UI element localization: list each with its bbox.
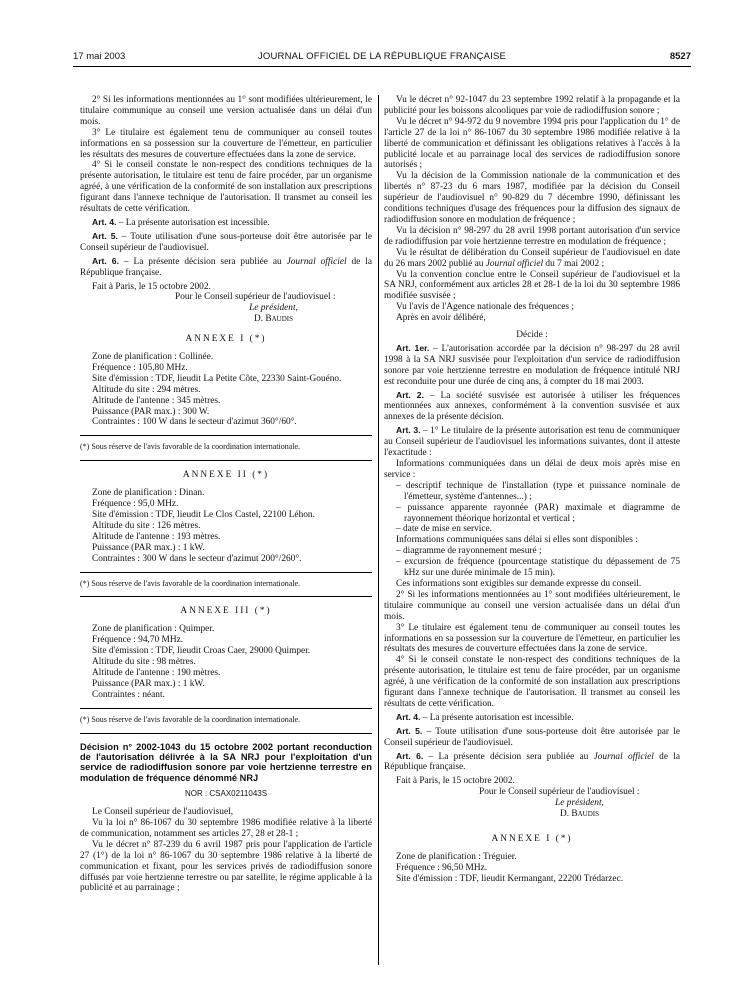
article-label: Art. 2. bbox=[396, 389, 424, 400]
article-2: Art. 2. – La société susvisée est autorisée à utiliser les fréquences mentionnées aux annexes, conformément à la convention susvisée et aux annexes de la présente décision. bbox=[384, 389, 680, 423]
annex-line: Fréquence : 96,50 MHz. bbox=[396, 862, 488, 873]
annex-line: Altitude du site : 98 mètres. bbox=[92, 657, 196, 668]
column-separator bbox=[378, 95, 379, 965]
list-item: – diagramme de rayonnement mesuré ; bbox=[396, 546, 542, 557]
annex-title: ANNEXE I (*) bbox=[185, 334, 267, 345]
page-header bbox=[73, 51, 691, 65]
article-3: Art. 3. – 1° Le titulaire de la présente autorisation est tenu de communiquer au Conseil supérieur de l'audiovisuel les informations suivantes, dont il atteste l'exactitude : bbox=[384, 425, 680, 459]
footnote: (*) Sous réserve de l'avis favorable de la coordination internationale. bbox=[80, 714, 301, 724]
paragraph: Vu la décision de la Commission nationale de la communication et des libertés n° 87-23 du 6 mars 1987, modifiée par la décision du Conseil supérieur de l'audiovisuel n° 90-829 du 7 décembre 1990, définissant les conditions techniques d'usage des fréquences pour la diffusion des signaux de radiodiffusion sonore en modulation de fréquence ; bbox=[384, 171, 680, 225]
list-item: – date de mise en service. bbox=[396, 524, 492, 535]
annex-line: Altitude de l'antenne : 193 mètres. bbox=[92, 531, 221, 542]
signature-line: Pour le Conseil supérieur de l'audiovisuel : bbox=[479, 787, 640, 798]
article-1: Art. 1er. – L'autorisation accordée par la décision n° 98-297 du 28 avril 1998 à la SA NRJ susvisée pour l'exploitation d'un service de radiodiffusion sonore par voie hertzienne terrestre en modulation de fréquence intitulé NRJ est reconduite pour une durée de cinq ans, à compter du 18 mai 2003. bbox=[384, 342, 680, 387]
paragraph: 2° Si les informations mentionnées au 1° sont modifiées ultérieurement, le titulaire communique au conseil une version actualisée dans un délai d'un mois. bbox=[80, 95, 372, 127]
annex-line: Altitude de l'antenne : 190 mètres. bbox=[92, 667, 221, 678]
date-line: Fait à Paris, le 15 octobre 2002. bbox=[396, 776, 515, 787]
annex-line: Puissance (PAR max.) : 1 kW. bbox=[92, 678, 205, 689]
paragraph: Vu l'avis de l'Agence nationale des fréquences ; bbox=[396, 302, 574, 313]
signature-name: D. Baudis bbox=[253, 314, 294, 325]
decision-title: Décision n° 2002-1043 du 15 octobre 2002 portant reconduction de l'autorisation délivrée à la SA NRJ pour l'exploitation d'un service de radiodiffusion sonore par voie hertzienne terrestre en modulation de fréquence dénommé NRJ bbox=[80, 741, 372, 783]
divider bbox=[80, 596, 372, 597]
annex-line: Site d'émission : TDF, lieudit Le Clos Castel, 22100 Léhon. bbox=[92, 510, 315, 520]
article-5: Art. 5. – Toute utilisation d'une sous-porteuse doit être autorisée par le Conseil supérieur de l'audiovisuel. bbox=[384, 725, 681, 748]
article-6 bbox=[80, 256, 372, 279]
annex-line: Zone de planification : Tréguier. bbox=[396, 851, 517, 862]
paragraph: 4° Si le conseil constate le non-respect des conditions techniques de la présente autorisation, le titulaire est tenu de faire procéder, par un organisme agréé, à une vérification de la conformité de son installation aux prescriptions figurant dans l'annexe technique de l'autorisation. Il transmet au conseil les résultats de cette vérification. bbox=[80, 160, 372, 215]
header-date: 17 mai 2003 bbox=[73, 51, 126, 62]
divider bbox=[80, 733, 372, 734]
annex-line: Site d'émission : TDF, lieudit Kermangant, 22200 Trédarzec. bbox=[396, 873, 624, 884]
annex-line: Fréquence : 105,80 MHz. bbox=[92, 362, 188, 373]
article-label: Art. 5. bbox=[396, 725, 423, 736]
article-text: – La présente autorisation est incessible. bbox=[116, 217, 270, 228]
paragraph: Le Conseil supérieur de l'audiovisuel, bbox=[92, 807, 234, 818]
signature-title: Le président, bbox=[249, 303, 298, 314]
annex-line: Contraintes : néant. bbox=[92, 689, 165, 700]
article-text: – Toute utilisation d'une sous-porteuse doit être autorisée par le Conseil supérieur de l'audiovisuel. bbox=[80, 231, 373, 253]
journal-name: Journal officiel bbox=[485, 258, 544, 269]
annex-line: Site d'émission : TDF, lieudit Croas Caer, 29000 Quimper. bbox=[92, 646, 311, 657]
footnote: (*) Sous réserve de l'avis favorable de la coordination internationale. bbox=[80, 442, 301, 452]
signature-line: Pour le Conseil supérieur de l'audiovisuel : bbox=[175, 292, 336, 303]
article-text: de la République française. bbox=[80, 256, 372, 278]
paragraph: 3° Le titulaire est également tenu de communiquer au conseil toutes informations en sa possession sur la couverture de l'émetteur, en particulier les résultats des mesures de couverture effectuées dans la zone de service. bbox=[80, 127, 372, 160]
left-column bbox=[80, 95, 372, 894]
paragraph: Vu le décret n° 87-239 du 6 avril 1987 pris pour l'application de l'article 27 (1°) de la loi n° 86-1067 du 30 septembre 1986 relative à la liberté de communication et fixant, pour les services privés de radiodiffusion sonore diffusés par voie hertzienne terrestre ou par satellite, le régime applicable à la publicité et au parrainage ; bbox=[80, 839, 372, 894]
paragraph: Vu la convention conclue entre le Conseil supérieur de l'audiovisuel et la SA NRJ, conformément aux articles 28 et 28-1 de la loi du 30 septembre 1986 modifiée susvisée ; bbox=[384, 269, 680, 302]
paragraph: Après en avoir délibéré, bbox=[396, 313, 486, 324]
article-label: Art. 3. bbox=[396, 425, 421, 436]
paragraph: Vu le résultat de délibération du Conseil supérieur de l'audiovisuel en date du 26 mars 2002 publié au Journal officiel du 7 mai 2002 ; bbox=[384, 247, 680, 269]
annex-line: Fréquence : 94,70 MHz. bbox=[92, 635, 184, 646]
annex-line: Contraintes : 100 W dans le secteur d'azimut 360°/60°. bbox=[92, 417, 297, 428]
annex-line: Site d'émission : TDF, lieudit La Petite Côte, 22330 Saint-Gouéno. bbox=[92, 373, 342, 384]
footnote: (*) Sous réserve de l'avis favorable de la coordination internationale. bbox=[80, 578, 301, 588]
list-item: – descriptif technique de l'installation (type et puissance nominale de l'émetteur, système d'antennes...) ; bbox=[396, 480, 680, 502]
annex-line: Zone de planification : Quimper. bbox=[92, 624, 215, 635]
signature-name: D. Baudis bbox=[559, 809, 600, 820]
annex-line: Puissance (PAR max.) : 300 W. bbox=[92, 406, 210, 417]
annex-line: Fréquence : 95,0 MHz. bbox=[92, 499, 179, 510]
divider bbox=[80, 572, 372, 573]
decide-heading: Décide : bbox=[516, 330, 548, 341]
signature-title: Le président, bbox=[555, 798, 604, 809]
annex-line: Zone de planification : Collinée. bbox=[92, 352, 214, 363]
page-number: 8527 bbox=[669, 51, 691, 62]
article-text: – La présente décision sera publiée au bbox=[118, 256, 287, 267]
paragraph: 4° Si le conseil constate le non-respect des conditions techniques de la présente autorisation, le titulaire est tenu de faire procéder, par un organisme agréé, à une vérification de la conformité de son installation aux prescriptions figurant dans l'annexe technique de l'autorisation. Il transmet au conseil les résultats de cette vérification. bbox=[384, 655, 680, 709]
article-label: Art. 4. bbox=[92, 216, 117, 227]
paragraph: Informations communiquées sans délai si elles sont disponibles : bbox=[396, 535, 638, 546]
article-label: Art. 4. bbox=[396, 711, 421, 722]
annex-line: Altitude de l'antenne : 345 mètres. bbox=[92, 395, 221, 406]
article-label: Art. 1er. bbox=[396, 342, 430, 353]
article-label: Art. 6. bbox=[396, 750, 424, 761]
article-6: Art. 6. – La présente décision sera publiée au Journal officiel de la République française. bbox=[384, 750, 681, 773]
journal-name: Journal officiel bbox=[593, 751, 654, 762]
header-rule bbox=[73, 66, 691, 67]
article-label: Art. 6. bbox=[92, 255, 119, 266]
paragraph: 3° Le titulaire est également tenu de communiquer au conseil toutes les informations en sa possession sur la couverture de l'émetteur, en particulier les résultats des mesures de couverture effectuées dans la zone de service. bbox=[384, 622, 680, 655]
annex-line: Altitude du site : 294 mètres. bbox=[92, 384, 201, 395]
divider bbox=[80, 708, 372, 709]
annex-title: ANNEXE II (*) bbox=[182, 470, 270, 481]
divider bbox=[80, 435, 372, 436]
divider bbox=[80, 460, 372, 461]
annex-line: Altitude du site : 126 mètres. bbox=[92, 520, 201, 531]
article-5 bbox=[80, 231, 372, 254]
paragraph: 2° Si les informations mentionnées au 1° sont modifiées ultérieurement, le titulaire communique au conseil une version actualisée dans un délai d'un mois. bbox=[384, 589, 680, 622]
article-4: Art. 4. – La présente autorisation est incessible. bbox=[396, 711, 574, 723]
date-line: Fait à Paris, le 15 octobre 2002. bbox=[92, 281, 211, 292]
right-column bbox=[384, 95, 680, 885]
annex-title: ANNEXE III (*) bbox=[180, 606, 272, 617]
article-4 bbox=[80, 217, 372, 229]
header-title: JOURNAL OFFICIEL DE LA RÉPUBLIQUE FRANÇAISE bbox=[257, 51, 507, 62]
paragraph: Vu le décret n° 92-1047 du 23 septembre 1992 relatif à la propagande et la publicité pour les boissons alcooliques par voie de radiodiffusion sonore ; bbox=[384, 95, 680, 116]
list-item: – puissance apparente rayonnée (PAR) maximale et diagramme de rayonnement théorique horizontal et vertical ; bbox=[396, 502, 680, 524]
annex-line: Puissance (PAR max.) : 1 kW. bbox=[92, 542, 205, 553]
annex-title: ANNEXE I (*) bbox=[491, 834, 573, 844]
annex-line: Zone de planification : Dinan. bbox=[92, 488, 205, 499]
list-item: – excursion de fréquence (pourcentage statistique du dépassement de 75 kHz sur une durée minimale de 15 min). bbox=[396, 557, 680, 579]
paragraph: Vu la loi n° 86-1067 du 30 septembre 1986 modifiée relative à la liberté de communication, notamment ses articles 27, 28 et 28-1 ; bbox=[80, 818, 372, 839]
paragraph: Vu le décret n° 94-972 du 9 novembre 1994 pris pour l'application du 1° de l'article 27 de la loi n° 86-1067 du 30 septembre 1986 modifiée relative à la liberté de communication et définissant les obligations relatives à l'accès à la publicité locale et au parrainage local des services de radiodiffusion sonore autorisés ; bbox=[384, 116, 680, 171]
paragraph: Informations communiquées dans un délai de deux mois après mise en service : bbox=[384, 459, 680, 480]
nor-reference: NOR : CSAX0211043S bbox=[184, 789, 268, 799]
annex-line: Contraintes : 300 W dans le secteur d'azimut 200°/260°. bbox=[92, 553, 302, 564]
article-label: Art. 5. bbox=[92, 230, 118, 241]
journal-name: Journal officiel bbox=[286, 256, 347, 267]
paragraph: Vu la décision n° 98-297 du 28 avril 1998 portant autorisation d'un service de radiodiffusion par voie hertzienne terrestre en modulation de fréquence ; bbox=[384, 225, 680, 247]
paragraph: Ces informations sont exigibles sur demande expresse du conseil. bbox=[396, 578, 642, 589]
